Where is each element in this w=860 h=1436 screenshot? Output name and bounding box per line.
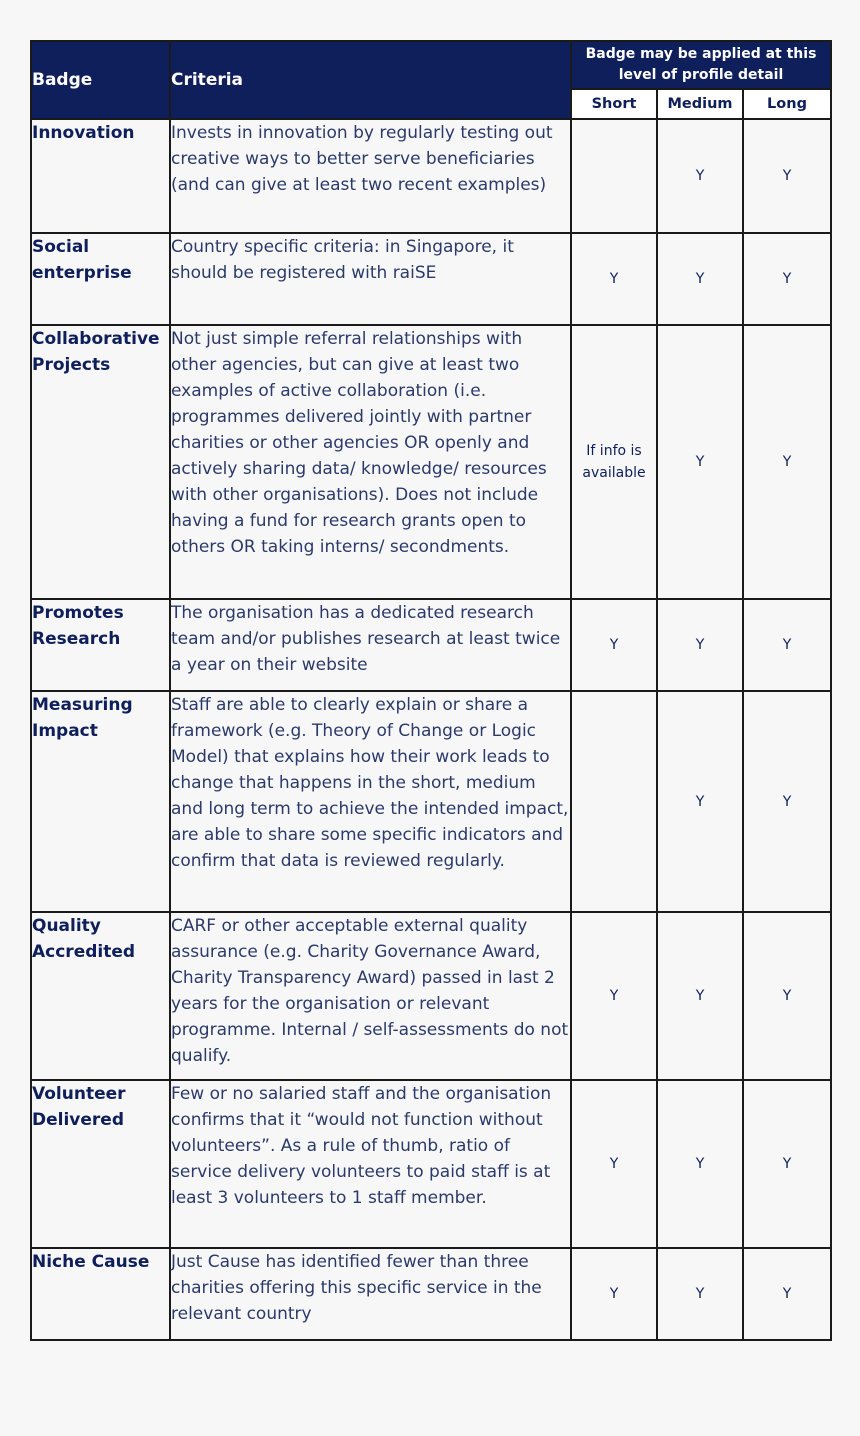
badge-criteria: Country specific criteria: in Singapore, it should be registered with raiSE <box>170 233 571 325</box>
table-row <box>31 233 831 325</box>
table-row <box>31 1248 831 1340</box>
level-long-cell: Y <box>743 1248 831 1340</box>
level-long-cell: Y <box>743 599 831 691</box>
badge-name: Quality Accredited <box>31 912 170 1080</box>
badge-criteria: CARF or other acceptable external quality assurance (e.g. Charity Governance Award, Charity Transparency Award) passed in last 2 years for the organisation or relevant programme. Internal / self-assessments do not qualify. <box>170 912 571 1080</box>
level-long-cell: Y <box>743 691 831 912</box>
table-row <box>31 325 831 599</box>
level-short-cell: Y <box>571 1248 657 1340</box>
badge-criteria: Few or no salaried staff and the organisation confirms that it “would not function without volunteers”. As a rule of thumb, ratio of service delivery volunteers to paid staff is at least 3 volunteers to 1 staff member. <box>170 1080 571 1248</box>
table-row <box>31 599 831 691</box>
level-medium-cell: Y <box>657 119 743 233</box>
level-short-cell: If info is available <box>571 325 657 599</box>
header-level-note: Badge may be applied at this level of profile detail <box>571 41 831 89</box>
level-medium-cell: Y <box>657 233 743 325</box>
badge-criteria: The organisation has a dedicated research team and/or publishes research at least twice a year on their website <box>170 599 571 691</box>
level-medium-cell: Y <box>657 691 743 912</box>
table-row <box>31 1080 831 1248</box>
badge-criteria: Just Cause has identified fewer than three charities offering this specific service in the relevant country <box>170 1248 571 1340</box>
level-short-cell: Y <box>571 912 657 1080</box>
badge-name: Innovation <box>31 119 170 233</box>
badge-criteria-table <box>30 40 832 1341</box>
badge-name: Volunteer Delivered <box>31 1080 170 1248</box>
level-medium-cell: Y <box>657 599 743 691</box>
level-short-cell: Y <box>571 1080 657 1248</box>
header-criteria: Criteria <box>170 41 571 119</box>
header-badge: Badge <box>31 41 170 119</box>
header-level-long: Long <box>743 89 831 119</box>
table-row <box>31 119 831 233</box>
badge-criteria: Not just simple referral relationships with other agencies, but can give at least two examples of active collaboration (i.e. programmes delivered jointly with partner charities or other agencies OR openly and actively sharing data/ knowledge/ resources with other organisations). Does not include having a fund for research grants open to others OR taking interns/ secondments. <box>170 325 571 599</box>
badge-name: Promotes Research <box>31 599 170 691</box>
level-short-cell: Y <box>571 599 657 691</box>
level-long-cell: Y <box>743 912 831 1080</box>
level-short-cell <box>571 119 657 233</box>
level-short-cell: Y <box>571 233 657 325</box>
header-level-medium: Medium <box>657 89 743 119</box>
level-short-cell <box>571 691 657 912</box>
level-medium-cell: Y <box>657 912 743 1080</box>
badge-name: Collaborative Projects <box>31 325 170 599</box>
level-medium-cell: Y <box>657 1248 743 1340</box>
level-long-cell: Y <box>743 119 831 233</box>
level-long-cell: Y <box>743 1080 831 1248</box>
badge-criteria: Invests in innovation by regularly testing out creative ways to better serve beneficiaries (and can give at least two recent examples) <box>170 119 571 233</box>
badge-criteria: Staff are able to clearly explain or share a framework (e.g. Theory of Change or Logic Model) that explains how their work leads to change that happens in the short, medium and long term to achieve the intended impact, are able to share some specific indicators and confirm that data is reviewed regularly. <box>170 691 571 912</box>
header-level-short: Short <box>571 89 657 119</box>
level-medium-cell: Y <box>657 325 743 599</box>
badge-name: Niche Cause <box>31 1248 170 1340</box>
table-row <box>31 912 831 1080</box>
badge-name: Measuring Impact <box>31 691 170 912</box>
badge-name: Social enterprise <box>31 233 170 325</box>
level-long-cell: Y <box>743 233 831 325</box>
level-long-cell: Y <box>743 325 831 599</box>
level-medium-cell: Y <box>657 1080 743 1248</box>
table-row <box>31 691 831 912</box>
